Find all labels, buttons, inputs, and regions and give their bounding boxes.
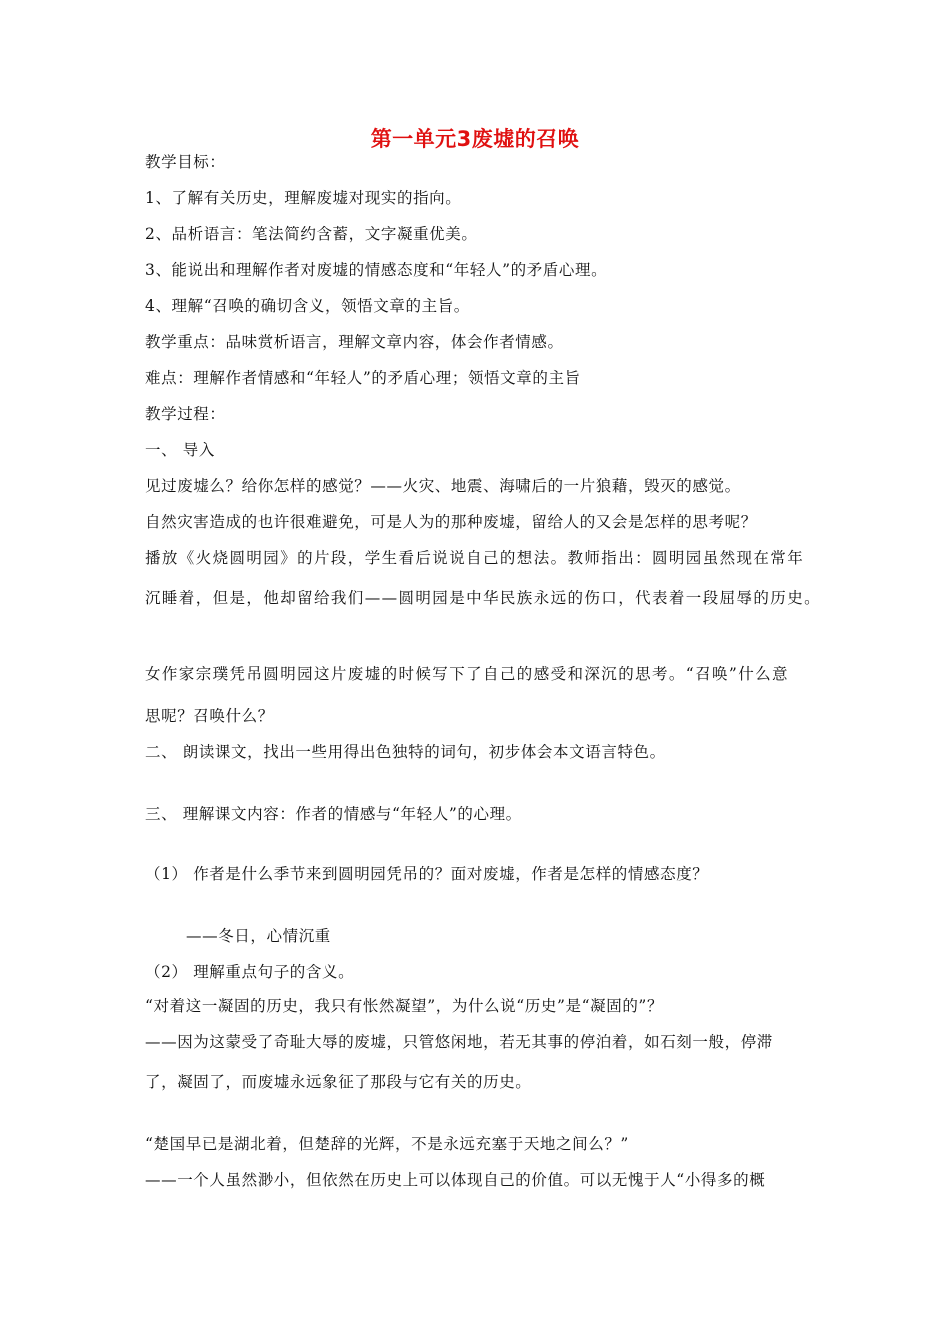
process-heading: 教学过程： [145,405,226,423]
answer-1: ——冬日，心情沉重 [186,927,331,945]
objective-2: 2、品析语言：笔法简约含蓄，文字凝重优美。 [145,225,478,243]
key-points: 教学重点：品味赏析语言，理解文章内容，体会作者情感。 [145,333,564,351]
quote-1: “对着这一凝固的历史，我只有怅然凝望”，为什么说“历史”是“凝固的”？ [145,997,664,1015]
intro-paragraph-line-2: 自然灾害造成的也许很难避免，可是人为的那种废墟，留给人的又会是怎样的思考呢？ [145,513,757,531]
intro-paragraph-line-3: 播放《火烧圆明园》的片段，学生看后说说自己的想法。教师指出：圆明园虽然现在常年 [145,549,805,567]
author-paragraph-line-2: 思呢？召唤什么？ [145,707,274,725]
objective-3: 3、能说出和理解作者对废墟的情感态度和“年轻人”的矛盾心理。 [145,261,608,279]
objective-1: 1、了解有关历史，理解废墟对现实的指向。 [145,189,462,207]
quote-2: “楚国早已是湖北着，但楚辞的光辉，不是永远充塞于天地之间么？” [145,1135,629,1153]
intro-paragraph-line-1: 见过废墟么？给你怎样的感觉？——火灾、地震、海啸后的一片狼藉，毁灭的感觉。 [145,477,741,495]
objective-4: 4、理解“召唤的确切含义，领悟文章的主旨。 [145,297,470,315]
section-2-heading: 二、 朗读课文，找出一些用得出色独特的词句，初步体会本文语言特色。 [145,743,666,761]
intro-paragraph-line-4: 沉睡着，但是，他却留给我们——圆明园是中华民族永远的伤口，代表着一段屈辱的历史。 [145,589,822,607]
question-2: （2） 理解重点句子的含义。 [145,963,355,981]
objectives-heading: 教学目标： [145,153,226,171]
document-title: 第一单元3废墟的召唤 [370,127,580,151]
quote-1-answer-line-1: ——因为这蒙受了奇耻大辱的废墟，只管悠闲地，若无其事的停泊着，如石刻一般，停滞 [145,1033,773,1051]
difficult-points: 难点：理解作者情感和“年轻人”的矛盾心理；领悟文章的主旨 [145,369,581,387]
author-paragraph-line-1: 女作家宗璞凭吊圆明园这片废墟的时候写下了自己的感受和深沉的思考。“召唤”什么意 [145,665,789,683]
quote-1-answer-line-2: 了，凝固了，而废墟永远象征了那段与它有关的历史。 [145,1073,532,1091]
quote-2-answer: ——一个人虽然渺小，但依然在历史上可以体现自己的价值。可以无愧于人“小得多的概 [145,1171,766,1189]
question-1: （1） 作者是什么季节来到圆明园凭吊的？面对废墟，作者是怎样的情感态度？ [145,865,709,883]
section-3-heading: 三、 理解课文内容：作者的情感与“年轻人”的心理。 [145,805,522,823]
section-1-heading: 一、 导入 [145,441,215,459]
